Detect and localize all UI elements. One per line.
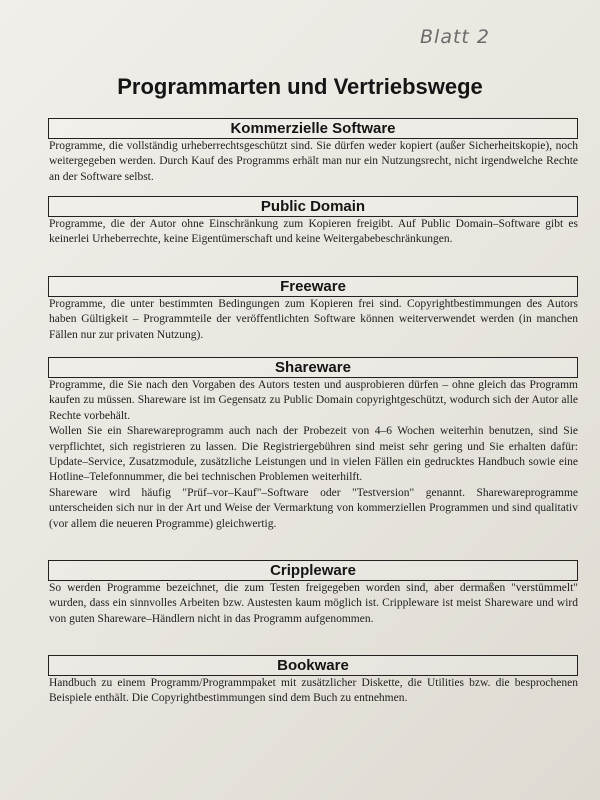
section-paragraph: So werden Programme bezeichnet, die zum Testen freigegeben worden sind, aber dermaßen "verstümmelt" wurden, dass ein sinnvolles Arbeiten bzw. Austesten kaum möglich ist. Crippleware ist meist Shareware und wird von guten Shareware–Händlern nicht in das Programm aufgenommen. <box>49 582 578 625</box>
section-heading: Freeware <box>48 276 578 297</box>
section-public-domain <box>48 196 578 248</box>
section-body <box>48 297 578 343</box>
section-paragraph: Shareware wird häufig "Prüf–vor–Kauf"–Software oder "Testversion" genannt. Sharewareprogramme unterscheiden sich nur in der Art und Weise der Vermarktung von kommerziellen Programmen und sind qualitativ (vor allem die neueren Programme) gleichwertig. <box>49 486 578 530</box>
section-paragraph: Programme, die unter bestimmten Bedingungen zum Kopieren frei sind. Copyrightbestimmungen des Autors haben Gültigkeit – Programmteile der veröffentlichten Software können weiterverwendet werden (in manchen Fällen nur zur privaten Nutzung). <box>49 298 578 341</box>
section-heading: Shareware <box>48 357 578 378</box>
section-bookware <box>48 655 578 707</box>
section-paragraph: Programme, die vollständig urheberrechtsgeschützt sind. Sie dürfen weder kopiert (außer Sicherheitskopie), noch weitergegeben werden. Durch Kauf des Programms erhält man nur ein Nutzungsrecht, nicht irgendwelche Rechte an der Software selbst. <box>49 140 578 183</box>
section-paragraph: Programme, die Sie nach den Vorgaben des Autors testen und ausprobieren dürfen – ohne gleich das Programm kaufen zu müssen. Shareware ist im Gegensatz zu Public Domain copyrightgeschützt, wodurch sich der Autor alle Rechte vorbehält. <box>49 379 578 422</box>
section-freeware <box>48 276 578 343</box>
handwritten-annotation: Blatt 2 <box>420 26 490 48</box>
page-title: Programmarten und Vertriebswege <box>117 74 483 99</box>
section-paragraph: Programme, die der Autor ohne Einschränkung zum Kopieren freigibt. Auf Public Domain–Software gibt es keinerlei Urheberrechte, keine Eigentümerschaft und keine Weitergabebeschränkungen. <box>49 218 578 246</box>
section-body <box>48 139 578 185</box>
section-heading: Bookware <box>48 655 578 676</box>
section-heading: Kommerzielle Software <box>48 118 578 139</box>
section-body <box>48 581 578 627</box>
section-heading: Crippleware <box>48 560 578 581</box>
section-paragraph: Handbuch zu einem Programm/Programmpaket mit zusätzlicher Diskette, die Utilities bzw. die besprochenen Beispiele enthält. Die Copyrightbestimmungen sind dem Buch zu entnehmen. <box>49 677 578 705</box>
section-body <box>48 217 578 248</box>
section-body <box>48 676 578 707</box>
section-heading: Public Domain <box>48 196 578 217</box>
section-body <box>48 378 578 532</box>
section-kommerzielle-software <box>48 118 578 185</box>
section-shareware <box>48 357 578 532</box>
section-crippleware <box>48 560 578 627</box>
section-paragraph: Wollen Sie ein Sharewareprogramm auch nach der Probezeit von 4–6 Wochen weiterhin benutzen, sind Sie verpflichtet, sich registrieren zu lassen. Die Registriergebühren sind meist sehr gering und Sie erhalten dafür: Update–Service, Zusatzmodule, zusätzliche Leistungen und in vielen Fällen ein gedrucktes Handbuch sowie eine Hotline–Telefonnummer, die bei technischen Problemen weiterhilft. <box>49 425 578 484</box>
